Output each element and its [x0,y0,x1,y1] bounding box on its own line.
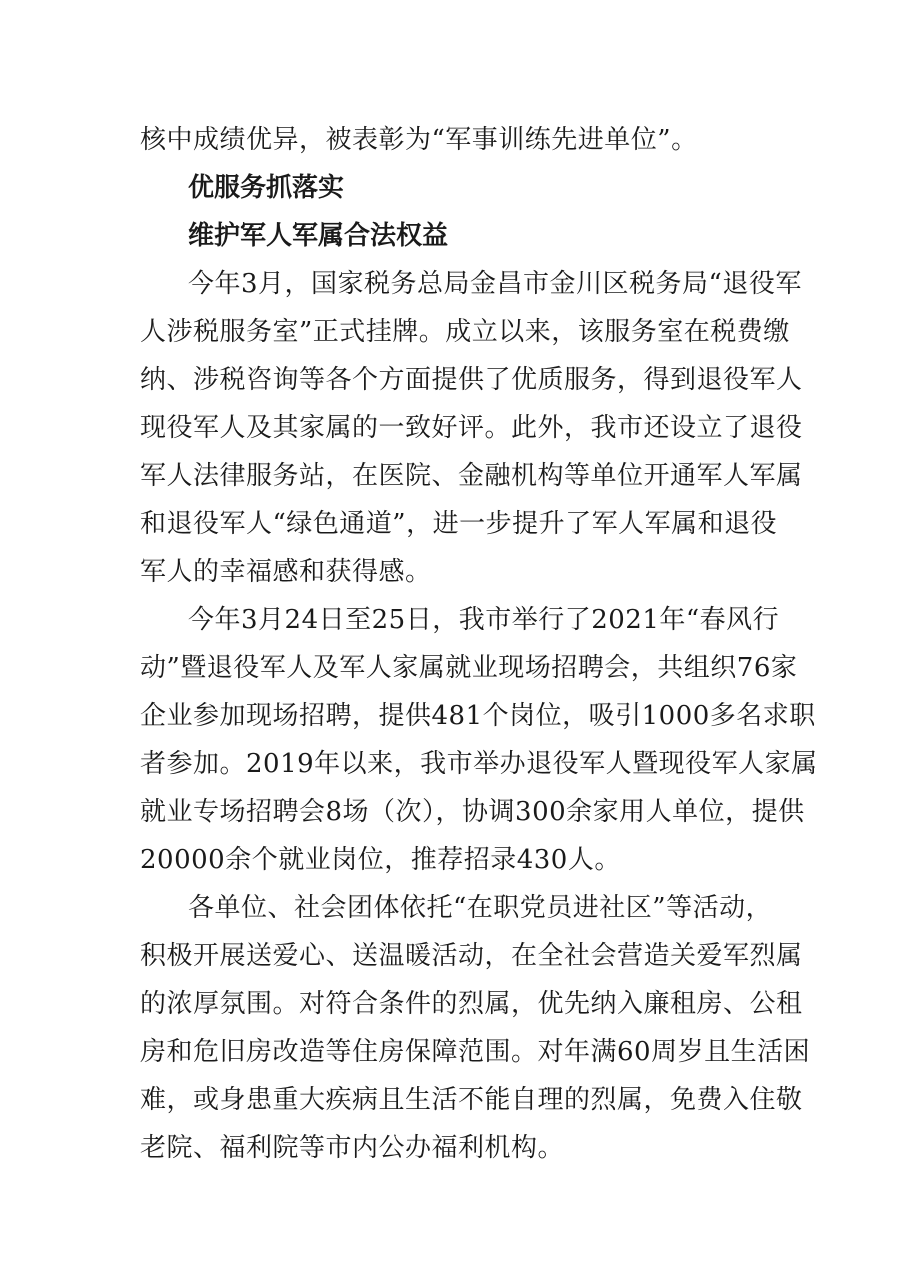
paragraph-1-line-2: 人涉税服务室”正式挂牌。成立以来，该服务室在税费缴 [140,317,790,347]
section-heading-1: 优服务抓落实 [188,173,345,203]
paragraph-2-line-1: 今年3月24日至25日，我市举行了2021年“春风行 [188,605,780,635]
paragraph-2-line-6: 20000余个就业岗位，推荐招录430人。 [140,845,621,875]
section-heading-2: 维护军人军属合法权益 [188,221,449,251]
paragraph-2-line-3: 企业参加现场招聘，提供481个岗位，吸引1000多名求职 [140,701,816,731]
paragraph-1-line-1: 今年3月，国家税务总局金昌市金川区税务局“退役军 [188,269,802,299]
paragraph-1-line-6: 和退役军人“绿色通道”，进一步提升了军人军属和退役 [140,509,778,539]
paragraph-2-line-5: 就业专场招聘会8场（次），协调300余家用人单位，提供 [140,797,805,827]
paragraph-1-line-5: 军人法律服务站，在医院、金融机构等单位开通军人军属 [140,461,803,491]
paragraph-2-line-2: 动”暨退役军人及军人家属就业现场招聘会，共组织76家 [140,653,798,683]
paragraph-3-line-6: 老院、福利院等市内公办福利机构。 [140,1133,565,1163]
paragraph-2-line-4: 者参加。2019年以来，我市举办退役军人暨现役军人家属 [140,749,818,779]
paragraph-3-line-4: 房和危旧房改造等住房保障范围。对年满60周岁且生活困 [140,1037,811,1067]
paragraph-3-line-1: 各单位、社会团体依托“在职党员进社区”等活动， [188,893,773,923]
paragraph-continuation-line: 核中成绩优异，被表彰为“军事训练先进单位”。 [140,125,698,155]
paragraph-1-line-4: 现役军人及其家属的一致好评。此外，我市还设立了退役 [140,413,803,443]
paragraph-3-line-2: 积极开展送爱心、送温暖活动，在全社会营造关爱军烈属 [140,941,803,971]
paragraph-1-line-7: 军人的幸福感和获得感。 [140,557,432,587]
paragraph-1-line-3: 纳、涉税咨询等各个方面提供了优质服务，得到退役军人 [140,365,803,395]
paragraph-3-line-3: 的浓厚氛围。对符合条件的烈属，优先纳入廉租房、公租 [140,989,803,1019]
paragraph-3-line-5: 难，或身患重大疾病且生活不能自理的烈属，免费入住敬 [140,1085,803,1115]
